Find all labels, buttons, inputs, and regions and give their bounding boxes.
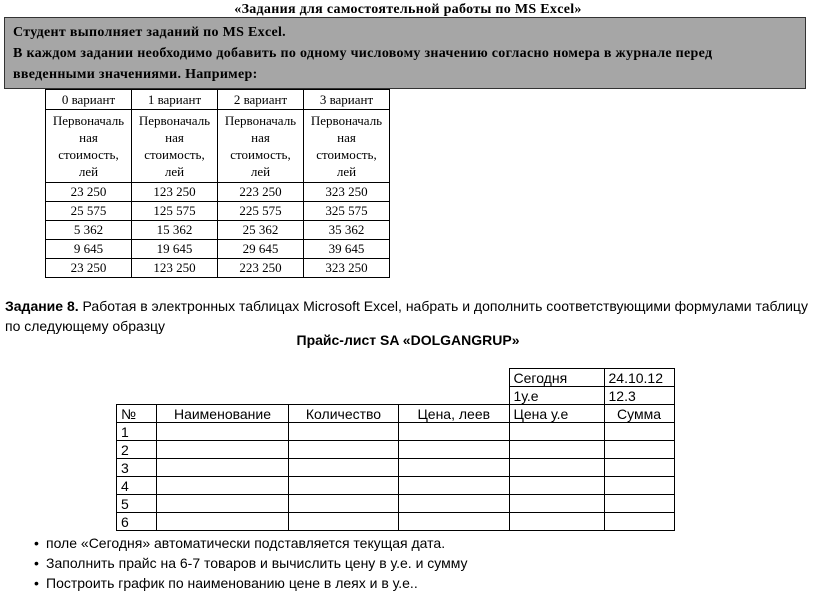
list-item: • Заполнить прайс на 6-7 товаров и вычислить цену в у.е. и сумму <box>34 553 468 573</box>
rate-value[interactable]: 12.3 <box>604 387 674 405</box>
price-header-row <box>117 405 675 423</box>
table-cell: 125 575 <box>132 202 218 221</box>
rate-row <box>117 387 675 405</box>
variant-subheader: Первоначаль ная стоимость, лей <box>218 110 304 183</box>
column-header: Наименование <box>157 405 289 423</box>
table-cell[interactable] <box>604 495 674 513</box>
table-row <box>46 259 390 278</box>
blank-cell <box>289 369 399 387</box>
instruction-line-1: Студент выполняет заданий по MS Excel. <box>13 25 286 40</box>
table-cell: 39 645 <box>304 240 390 259</box>
variant-header: 0 вариант <box>46 90 132 110</box>
task-8-text: Работая в электронных таблицах Microsoft Excel, набрать и дополнить соответствующими формулами таблицу по следующему образцу <box>5 298 808 334</box>
table-cell[interactable] <box>399 423 510 441</box>
table-cell[interactable] <box>604 423 674 441</box>
table-cell[interactable] <box>157 459 289 477</box>
table-cell[interactable] <box>509 495 604 513</box>
table-cell[interactable] <box>399 441 510 459</box>
table-cell: 323 250 <box>304 259 390 278</box>
document-title: «Задания для самостоятельной работы по MS Excel» <box>234 2 582 17</box>
blank-cell <box>117 369 157 387</box>
column-header: Цена у.е <box>509 405 604 423</box>
table-cell[interactable] <box>509 477 604 495</box>
instruction-line-3: введенными значениями. Например: <box>13 67 258 82</box>
column-header: Цена, леев <box>399 405 510 423</box>
table-cell: 223 250 <box>218 259 304 278</box>
table-row <box>117 513 675 531</box>
blank-cell <box>289 387 399 405</box>
table-cell[interactable] <box>604 513 674 531</box>
table-cell: 223 250 <box>218 183 304 202</box>
table-cell[interactable] <box>399 459 510 477</box>
variants-subheader-row <box>46 110 390 183</box>
instruction-line-2: В каждом задании необходимо добавить по одному числовому значению согласно номера в журнале перед <box>13 46 713 61</box>
table-row <box>46 183 390 202</box>
table-row <box>46 202 390 221</box>
variant-header: 1 вариант <box>132 90 218 110</box>
column-header: Количество <box>289 405 399 423</box>
table-cell[interactable] <box>289 459 399 477</box>
table-cell[interactable] <box>289 495 399 513</box>
table-cell[interactable] <box>289 477 399 495</box>
variant-header: 3 вариант <box>304 90 390 110</box>
today-row <box>117 369 675 387</box>
row-number: 3 <box>117 459 157 477</box>
table-row <box>46 221 390 240</box>
table-cell: 123 250 <box>132 259 218 278</box>
table-cell: 35 362 <box>304 221 390 240</box>
table-cell[interactable] <box>604 441 674 459</box>
table-cell[interactable] <box>289 423 399 441</box>
task-8-paragraph <box>5 296 810 336</box>
blank-cell <box>399 369 510 387</box>
table-cell[interactable] <box>289 441 399 459</box>
table-cell: 123 250 <box>132 183 218 202</box>
table-cell: 23 250 <box>46 183 132 202</box>
rate-label: 1у.е <box>509 387 604 405</box>
table-row <box>117 423 675 441</box>
table-cell: 323 250 <box>304 183 390 202</box>
blank-cell <box>399 387 510 405</box>
price-list-table <box>116 368 675 531</box>
table-row <box>46 240 390 259</box>
row-number: 5 <box>117 495 157 513</box>
table-row <box>117 477 675 495</box>
today-label: Сегодня <box>509 369 604 387</box>
row-number: 1 <box>117 423 157 441</box>
row-number: 4 <box>117 477 157 495</box>
task-8-label: Задание 8. <box>5 298 79 314</box>
table-cell: 325 575 <box>304 202 390 221</box>
list-item: • Построить график по наименованию цене в леях и в у.е.. <box>34 573 468 593</box>
table-cell: 29 645 <box>218 240 304 259</box>
table-cell[interactable] <box>399 477 510 495</box>
variants-table <box>45 89 390 278</box>
table-cell: 23 250 <box>46 259 132 278</box>
variant-header: 2 вариант <box>218 90 304 110</box>
variants-header-row <box>46 90 390 110</box>
requirements-list <box>34 533 468 593</box>
table-cell[interactable] <box>157 441 289 459</box>
table-cell[interactable] <box>509 423 604 441</box>
table-row <box>117 459 675 477</box>
price-list-title: Прайс-лист SA «DOLGANGRUP» <box>296 332 520 348</box>
table-cell: 25 362 <box>218 221 304 240</box>
column-header: Сумма <box>604 405 674 423</box>
table-cell[interactable] <box>157 423 289 441</box>
today-value[interactable]: 24.10.12 <box>604 369 674 387</box>
row-number: 2 <box>117 441 157 459</box>
variant-subheader: Первоначаль ная стоимость, лей <box>132 110 218 183</box>
table-cell[interactable] <box>157 477 289 495</box>
table-cell: 9 645 <box>46 240 132 259</box>
table-cell[interactable] <box>604 477 674 495</box>
row-number: 6 <box>117 513 157 531</box>
instruction-box <box>4 17 806 89</box>
column-header: № <box>117 405 157 423</box>
table-cell[interactable] <box>509 459 604 477</box>
table-cell[interactable] <box>509 441 604 459</box>
table-row <box>117 495 675 513</box>
blank-cell <box>117 387 157 405</box>
table-cell: 225 575 <box>218 202 304 221</box>
table-cell: 25 575 <box>46 202 132 221</box>
table-row <box>117 441 675 459</box>
variant-subheader: Первоначаль ная стоимость, лей <box>304 110 390 183</box>
variant-subheader: Первоначаль ная стоимость, лей <box>46 110 132 183</box>
table-cell[interactable] <box>399 495 510 513</box>
table-cell[interactable] <box>157 513 289 531</box>
table-cell[interactable] <box>604 459 674 477</box>
table-cell: 15 362 <box>132 221 218 240</box>
table-cell: 5 362 <box>46 221 132 240</box>
table-cell[interactable] <box>509 513 604 531</box>
table-cell[interactable] <box>289 513 399 531</box>
blank-cell <box>157 387 289 405</box>
table-cell[interactable] <box>157 495 289 513</box>
table-cell[interactable] <box>399 513 510 531</box>
blank-cell <box>157 369 289 387</box>
list-item: • поле «Сегодня» автоматически подставляется текущая дата. <box>34 533 468 553</box>
table-cell: 19 645 <box>132 240 218 259</box>
